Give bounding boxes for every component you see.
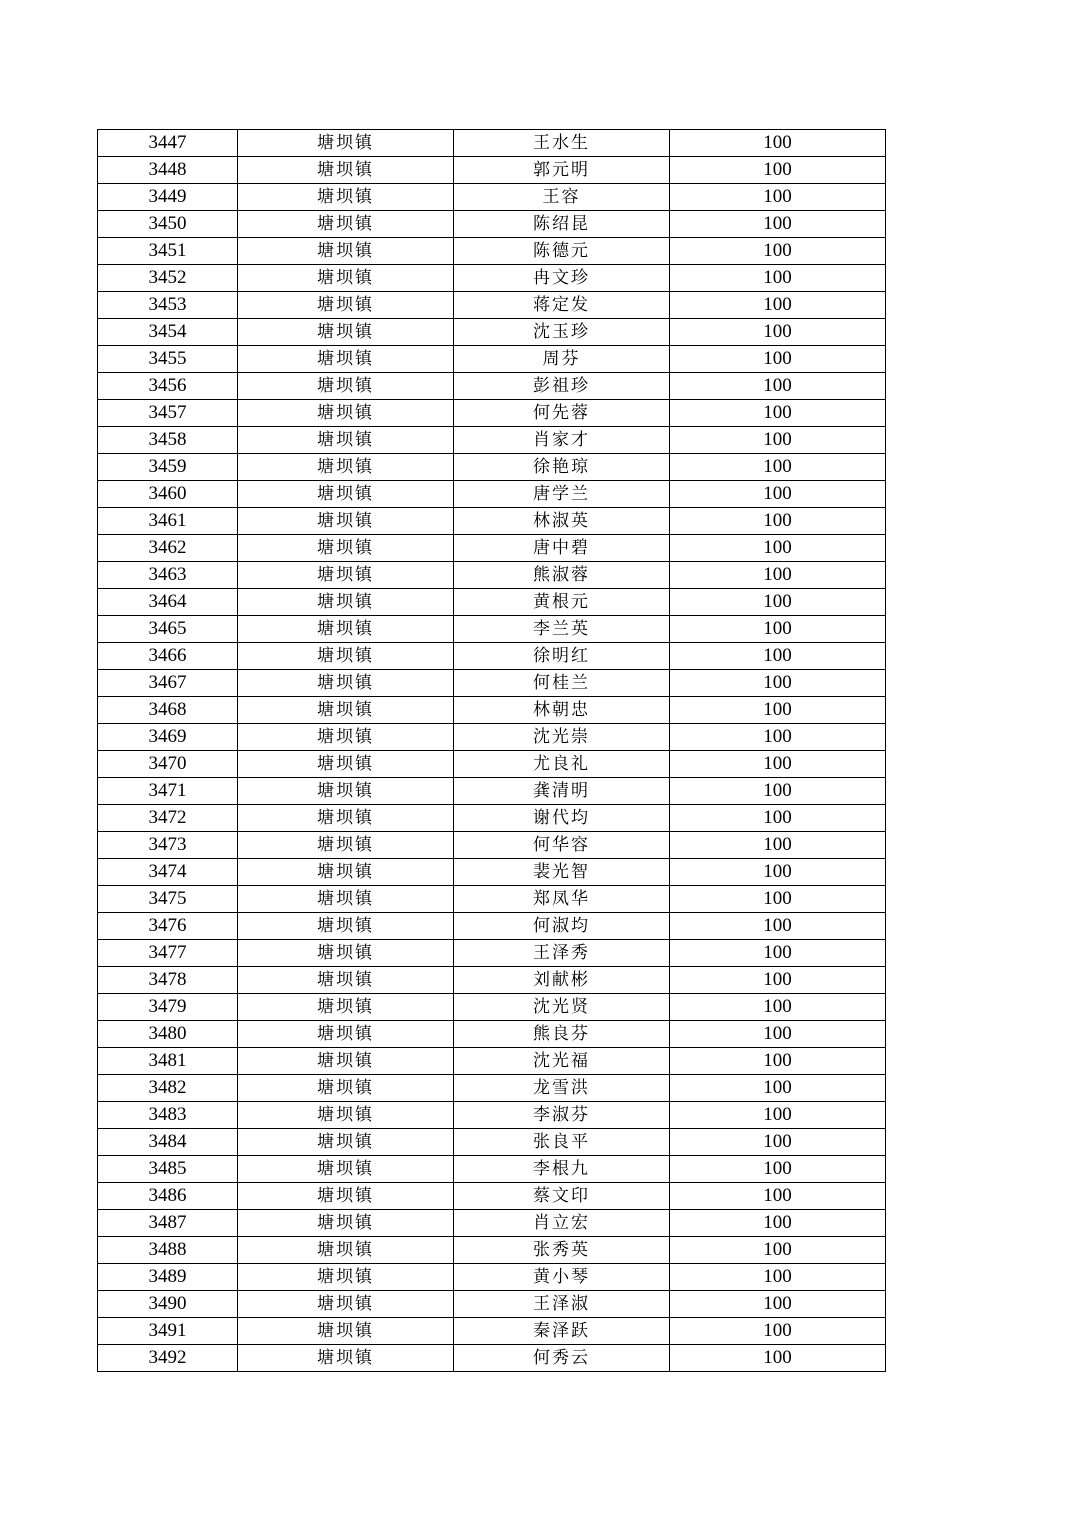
row-number-cell: 3477 — [98, 940, 238, 967]
name-cell: 尤良礼 — [454, 751, 670, 778]
row-number-cell: 3485 — [98, 1156, 238, 1183]
town-cell: 塘坝镇 — [238, 1021, 454, 1048]
town-cell: 塘坝镇 — [238, 1237, 454, 1264]
name-cell: 林淑英 — [454, 508, 670, 535]
name-cell: 王泽秀 — [454, 940, 670, 967]
table-row — [98, 454, 886, 481]
table-row — [98, 1291, 886, 1318]
table-row — [98, 1210, 886, 1237]
amount-cell: 100 — [670, 1318, 886, 1345]
row-number-cell: 3487 — [98, 1210, 238, 1237]
name-cell: 王泽淑 — [454, 1291, 670, 1318]
table-row — [98, 859, 886, 886]
town-cell: 塘坝镇 — [238, 724, 454, 751]
name-cell: 唐学兰 — [454, 481, 670, 508]
town-cell: 塘坝镇 — [238, 832, 454, 859]
town-cell: 塘坝镇 — [238, 913, 454, 940]
row-number-cell: 3463 — [98, 562, 238, 589]
name-cell: 黄小琴 — [454, 1264, 670, 1291]
name-cell: 龙雪洪 — [454, 1075, 670, 1102]
town-cell: 塘坝镇 — [238, 319, 454, 346]
row-number-cell: 3458 — [98, 427, 238, 454]
town-cell: 塘坝镇 — [238, 1156, 454, 1183]
row-number-cell: 3451 — [98, 238, 238, 265]
name-cell: 何华容 — [454, 832, 670, 859]
amount-cell: 100 — [670, 778, 886, 805]
amount-cell: 100 — [670, 292, 886, 319]
table-row — [98, 373, 886, 400]
town-cell: 塘坝镇 — [238, 454, 454, 481]
town-cell: 塘坝镇 — [238, 184, 454, 211]
town-cell: 塘坝镇 — [238, 292, 454, 319]
amount-cell: 100 — [670, 535, 886, 562]
amount-cell: 100 — [670, 1075, 886, 1102]
town-cell: 塘坝镇 — [238, 265, 454, 292]
town-cell: 塘坝镇 — [238, 1075, 454, 1102]
amount-cell: 100 — [670, 940, 886, 967]
row-number-cell: 3489 — [98, 1264, 238, 1291]
town-cell: 塘坝镇 — [238, 130, 454, 157]
town-cell: 塘坝镇 — [238, 940, 454, 967]
town-cell: 塘坝镇 — [238, 670, 454, 697]
row-number-cell: 3476 — [98, 913, 238, 940]
town-cell: 塘坝镇 — [238, 373, 454, 400]
row-number-cell: 3484 — [98, 1129, 238, 1156]
town-cell: 塘坝镇 — [238, 751, 454, 778]
name-cell: 刘献彬 — [454, 967, 670, 994]
table-row — [98, 1021, 886, 1048]
table-row — [98, 832, 886, 859]
name-cell: 陈绍昆 — [454, 211, 670, 238]
town-cell: 塘坝镇 — [238, 238, 454, 265]
name-cell: 蔡文印 — [454, 1183, 670, 1210]
town-cell: 塘坝镇 — [238, 1345, 454, 1372]
row-number-cell: 3490 — [98, 1291, 238, 1318]
name-cell: 李淑芬 — [454, 1102, 670, 1129]
row-number-cell: 3473 — [98, 832, 238, 859]
row-number-cell: 3488 — [98, 1237, 238, 1264]
name-cell: 熊良芬 — [454, 1021, 670, 1048]
town-cell: 塘坝镇 — [238, 481, 454, 508]
table-row — [98, 319, 886, 346]
roster-table-body — [98, 130, 886, 1372]
amount-cell: 100 — [670, 967, 886, 994]
amount-cell: 100 — [670, 211, 886, 238]
amount-cell: 100 — [670, 184, 886, 211]
row-number-cell: 3457 — [98, 400, 238, 427]
table-row — [98, 184, 886, 211]
row-number-cell: 3475 — [98, 886, 238, 913]
amount-cell: 100 — [670, 1183, 886, 1210]
row-number-cell: 3450 — [98, 211, 238, 238]
row-number-cell: 3466 — [98, 643, 238, 670]
town-cell: 塘坝镇 — [238, 400, 454, 427]
row-number-cell: 3478 — [98, 967, 238, 994]
table-row — [98, 1102, 886, 1129]
town-cell: 塘坝镇 — [238, 886, 454, 913]
name-cell: 何先蓉 — [454, 400, 670, 427]
amount-cell: 100 — [670, 724, 886, 751]
name-cell: 秦泽跃 — [454, 1318, 670, 1345]
row-number-cell: 3462 — [98, 535, 238, 562]
name-cell: 周芬 — [454, 346, 670, 373]
row-number-cell: 3453 — [98, 292, 238, 319]
amount-cell: 100 — [670, 1048, 886, 1075]
row-number-cell: 3465 — [98, 616, 238, 643]
row-number-cell: 3492 — [98, 1345, 238, 1372]
table-row — [98, 1183, 886, 1210]
name-cell: 何秀云 — [454, 1345, 670, 1372]
town-cell: 塘坝镇 — [238, 778, 454, 805]
row-number-cell: 3454 — [98, 319, 238, 346]
town-cell: 塘坝镇 — [238, 1264, 454, 1291]
amount-cell: 100 — [670, 130, 886, 157]
row-number-cell: 3468 — [98, 697, 238, 724]
name-cell: 沈玉珍 — [454, 319, 670, 346]
town-cell: 塘坝镇 — [238, 562, 454, 589]
table-row — [98, 130, 886, 157]
name-cell: 龚清明 — [454, 778, 670, 805]
table-row — [98, 562, 886, 589]
table-row — [98, 805, 886, 832]
town-cell: 塘坝镇 — [238, 589, 454, 616]
town-cell: 塘坝镇 — [238, 1183, 454, 1210]
name-cell: 王容 — [454, 184, 670, 211]
table-row — [98, 670, 886, 697]
amount-cell: 100 — [670, 157, 886, 184]
name-cell: 郭元明 — [454, 157, 670, 184]
name-cell: 陈德元 — [454, 238, 670, 265]
amount-cell: 100 — [670, 751, 886, 778]
name-cell: 何淑均 — [454, 913, 670, 940]
town-cell: 塘坝镇 — [238, 643, 454, 670]
town-cell: 塘坝镇 — [238, 427, 454, 454]
table-row — [98, 535, 886, 562]
town-cell: 塘坝镇 — [238, 1210, 454, 1237]
amount-cell: 100 — [670, 859, 886, 886]
table-row — [98, 940, 886, 967]
row-number-cell: 3448 — [98, 157, 238, 184]
town-cell: 塘坝镇 — [238, 616, 454, 643]
amount-cell: 100 — [670, 1210, 886, 1237]
table-row — [98, 400, 886, 427]
table-row — [98, 238, 886, 265]
amount-cell: 100 — [670, 373, 886, 400]
row-number-cell: 3456 — [98, 373, 238, 400]
town-cell: 塘坝镇 — [238, 346, 454, 373]
table-row — [98, 1318, 886, 1345]
amount-cell: 100 — [670, 1291, 886, 1318]
row-number-cell: 3474 — [98, 859, 238, 886]
table-row — [98, 481, 886, 508]
amount-cell: 100 — [670, 319, 886, 346]
town-cell: 塘坝镇 — [238, 508, 454, 535]
amount-cell: 100 — [670, 427, 886, 454]
row-number-cell: 3482 — [98, 1075, 238, 1102]
amount-cell: 100 — [670, 805, 886, 832]
row-number-cell: 3481 — [98, 1048, 238, 1075]
name-cell: 徐艳琼 — [454, 454, 670, 481]
table-row — [98, 913, 886, 940]
table-row — [98, 427, 886, 454]
row-number-cell: 3464 — [98, 589, 238, 616]
table-row — [98, 508, 886, 535]
town-cell: 塘坝镇 — [238, 535, 454, 562]
name-cell: 熊淑蓉 — [454, 562, 670, 589]
name-cell: 蒋定发 — [454, 292, 670, 319]
name-cell: 王水生 — [454, 130, 670, 157]
row-number-cell: 3460 — [98, 481, 238, 508]
table-row — [98, 1129, 886, 1156]
table-row — [98, 994, 886, 1021]
amount-cell: 100 — [670, 994, 886, 1021]
amount-cell: 100 — [670, 589, 886, 616]
amount-cell: 100 — [670, 1156, 886, 1183]
name-cell: 肖立宏 — [454, 1210, 670, 1237]
town-cell: 塘坝镇 — [238, 157, 454, 184]
row-number-cell: 3461 — [98, 508, 238, 535]
name-cell: 肖家才 — [454, 427, 670, 454]
amount-cell: 100 — [670, 238, 886, 265]
town-cell: 塘坝镇 — [238, 1318, 454, 1345]
amount-cell: 100 — [670, 481, 886, 508]
name-cell: 李兰英 — [454, 616, 670, 643]
name-cell: 彭祖珍 — [454, 373, 670, 400]
amount-cell: 100 — [670, 562, 886, 589]
name-cell: 黄根元 — [454, 589, 670, 616]
row-number-cell: 3447 — [98, 130, 238, 157]
town-cell: 塘坝镇 — [238, 697, 454, 724]
table-row — [98, 157, 886, 184]
town-cell: 塘坝镇 — [238, 1102, 454, 1129]
row-number-cell: 3486 — [98, 1183, 238, 1210]
amount-cell: 100 — [670, 1237, 886, 1264]
name-cell: 沈光贤 — [454, 994, 670, 1021]
name-cell: 冉文珍 — [454, 265, 670, 292]
amount-cell: 100 — [670, 913, 886, 940]
amount-cell: 100 — [670, 1129, 886, 1156]
town-cell: 塘坝镇 — [238, 967, 454, 994]
table-row — [98, 697, 886, 724]
table-row — [98, 967, 886, 994]
name-cell: 何桂兰 — [454, 670, 670, 697]
row-number-cell: 3459 — [98, 454, 238, 481]
name-cell: 沈光崇 — [454, 724, 670, 751]
amount-cell: 100 — [670, 346, 886, 373]
name-cell: 张良平 — [454, 1129, 670, 1156]
table-row — [98, 643, 886, 670]
name-cell: 徐明红 — [454, 643, 670, 670]
row-number-cell: 3483 — [98, 1102, 238, 1129]
town-cell: 塘坝镇 — [238, 859, 454, 886]
row-number-cell: 3480 — [98, 1021, 238, 1048]
amount-cell: 100 — [670, 697, 886, 724]
town-cell: 塘坝镇 — [238, 1129, 454, 1156]
table-row — [98, 1048, 886, 1075]
amount-cell: 100 — [670, 1345, 886, 1372]
row-number-cell: 3467 — [98, 670, 238, 697]
row-number-cell: 3472 — [98, 805, 238, 832]
name-cell: 林朝忠 — [454, 697, 670, 724]
amount-cell: 100 — [670, 832, 886, 859]
table-row — [98, 211, 886, 238]
row-number-cell: 3470 — [98, 751, 238, 778]
town-cell: 塘坝镇 — [238, 211, 454, 238]
town-cell: 塘坝镇 — [238, 1048, 454, 1075]
name-cell: 唐中碧 — [454, 535, 670, 562]
table-row — [98, 1156, 886, 1183]
amount-cell: 100 — [670, 1102, 886, 1129]
amount-cell: 100 — [670, 886, 886, 913]
table-row — [98, 778, 886, 805]
amount-cell: 100 — [670, 454, 886, 481]
name-cell: 裴光智 — [454, 859, 670, 886]
table-row — [98, 751, 886, 778]
row-number-cell: 3471 — [98, 778, 238, 805]
town-cell: 塘坝镇 — [238, 805, 454, 832]
name-cell: 张秀英 — [454, 1237, 670, 1264]
roster-table — [97, 129, 886, 1372]
town-cell: 塘坝镇 — [238, 1291, 454, 1318]
amount-cell: 100 — [670, 1021, 886, 1048]
table-row — [98, 724, 886, 751]
table-row — [98, 1237, 886, 1264]
name-cell: 郑凤华 — [454, 886, 670, 913]
amount-cell: 100 — [670, 643, 886, 670]
amount-cell: 100 — [670, 616, 886, 643]
table-row — [98, 1264, 886, 1291]
name-cell: 沈光福 — [454, 1048, 670, 1075]
table-row — [98, 346, 886, 373]
name-cell: 李根九 — [454, 1156, 670, 1183]
table-row — [98, 1075, 886, 1102]
town-cell: 塘坝镇 — [238, 994, 454, 1021]
amount-cell: 100 — [670, 400, 886, 427]
table-row — [98, 265, 886, 292]
row-number-cell: 3479 — [98, 994, 238, 1021]
table-row — [98, 1345, 886, 1372]
name-cell: 谢代均 — [454, 805, 670, 832]
amount-cell: 100 — [670, 1264, 886, 1291]
row-number-cell: 3449 — [98, 184, 238, 211]
table-row — [98, 292, 886, 319]
row-number-cell: 3491 — [98, 1318, 238, 1345]
table-row — [98, 616, 886, 643]
row-number-cell: 3469 — [98, 724, 238, 751]
table-row — [98, 886, 886, 913]
amount-cell: 100 — [670, 508, 886, 535]
row-number-cell: 3455 — [98, 346, 238, 373]
row-number-cell: 3452 — [98, 265, 238, 292]
amount-cell: 100 — [670, 265, 886, 292]
table-row — [98, 589, 886, 616]
amount-cell: 100 — [670, 670, 886, 697]
